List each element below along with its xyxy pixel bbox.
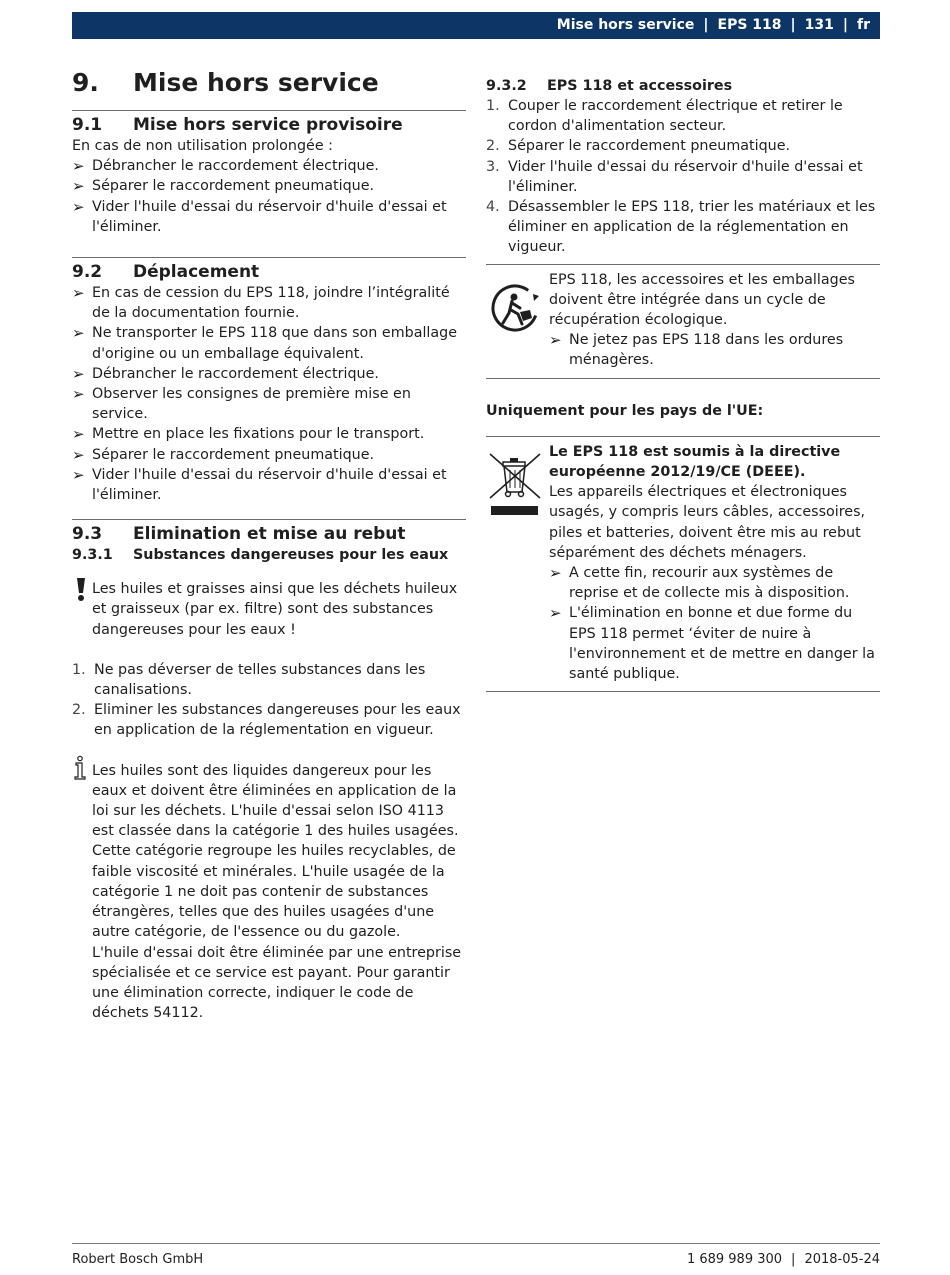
list-item	[72, 465, 466, 505]
arrow-bullet-icon: ➢	[72, 425, 85, 444]
list-item-text: Séparer le raccordement pneumatique.	[92, 178, 375, 195]
arrow-bullet-icon: ➢	[72, 177, 85, 196]
section-intro: En cas de non utilisation prolongée :	[72, 138, 334, 154]
bullet-list	[549, 563, 880, 684]
footer-company: Robert Bosch GmbH	[72, 1252, 204, 1267]
header-separator: |	[790, 17, 796, 34]
recycling-icon	[486, 270, 549, 371]
weee-text: Les appareils électriques et électroniques usagés, y compris leurs câbles, accessoires, piles et batteries, doivent être mis au rebut séparément des déchets ménagers.	[549, 484, 866, 561]
section-title: Mise hors service provisoire	[133, 115, 403, 135]
subsection-number: 9.3.1	[72, 547, 113, 564]
header-separator: |	[703, 17, 709, 34]
step-item	[486, 197, 880, 258]
header-separator: |	[842, 17, 848, 34]
left-column	[72, 68, 466, 1023]
footer-separator: |	[791, 1252, 796, 1267]
list-item	[72, 176, 466, 196]
exclamation-icon	[72, 579, 92, 640]
list-item	[72, 445, 466, 465]
header-section: Mise hors service	[556, 17, 695, 34]
subsection-heading	[72, 545, 466, 565]
footer-meta	[687, 1250, 880, 1270]
header-language: fr	[857, 17, 870, 34]
list-item-text: Ne transporter le EPS 118 que dans son emballage d'origine ou un emballage équivalent.	[92, 325, 458, 362]
section-heading	[72, 115, 466, 136]
section-title: Déplacement	[133, 262, 260, 283]
section-9-2	[72, 257, 466, 505]
list-item-text: Vider l'huile d'essai du réservoir d'huile d'essai et l'éliminer.	[92, 466, 447, 504]
step-text: Vider l'huile d'essai du réservoir d'huile d'essai et l'éliminer.	[508, 158, 863, 195]
section-9-1	[72, 110, 466, 237]
footer-date: 2018-05-24	[804, 1252, 880, 1267]
step-number: 2.	[72, 702, 86, 719]
list-item-text: Débrancher le raccordement électrique.	[92, 158, 379, 175]
chapter-title	[72, 68, 466, 98]
subsection-title: Substances dangereuses pour les eaux	[133, 547, 449, 564]
section-number: 9.1	[72, 115, 103, 135]
recycling-text: EPS 118, les accessoires et les emballages doivent être intégrée dans un cycle de récupération écologique.	[549, 271, 855, 329]
section-heading	[72, 262, 466, 283]
arrow-bullet-icon: ➢	[72, 157, 85, 176]
subsection-number: 9.3.2	[486, 78, 527, 94]
list-item	[549, 563, 880, 603]
list-item	[72, 364, 466, 384]
arrow-bullet-icon: ➢	[72, 445, 85, 464]
list-item-text: Vider l'huile d'essai du réservoir d'huile d'essai et l'éliminer.	[92, 198, 447, 235]
list-item	[549, 603, 880, 684]
step-item	[72, 700, 466, 740]
right-column	[486, 76, 880, 692]
bullet-list	[549, 330, 880, 370]
section-number: 9.2	[72, 262, 103, 283]
step-item	[486, 157, 880, 197]
step-number: 4.	[486, 199, 500, 216]
arrow-bullet-icon: ➢	[72, 364, 85, 383]
step-number: 1.	[486, 98, 500, 114]
list-item-text: Séparer le raccordement pneumatique.	[92, 446, 375, 463]
list-item	[72, 384, 466, 424]
step-item	[72, 660, 466, 700]
list-item	[72, 283, 466, 323]
list-item-text: A cette fin, recourir aux systèmes de reprise et de collecte mis à disposition.	[569, 565, 850, 602]
numbered-steps	[486, 96, 880, 258]
arrow-bullet-icon: ➢	[549, 604, 562, 623]
arrow-bullet-icon: ➢	[72, 284, 85, 303]
arrow-bullet-icon: ➢	[72, 197, 85, 216]
recycling-notice	[486, 264, 880, 379]
list-item-text: Ne jetez pas EPS 118 dans les ordures ménagères.	[569, 332, 844, 369]
weee-notice	[486, 436, 880, 692]
list-item-text: Mettre en place les fixations pour le transport.	[92, 426, 425, 443]
warning-notice	[72, 579, 466, 640]
list-item-text: Observer les consignes de première mise en service.	[92, 386, 411, 423]
list-item-text: Débrancher le raccordement électrique.	[92, 365, 379, 382]
info-icon	[72, 761, 92, 1024]
chapter-number: 9.	[72, 68, 99, 97]
step-item	[486, 136, 880, 156]
crossed-bin-icon	[486, 442, 549, 684]
bullet-list	[72, 283, 466, 505]
header-page-number: 131	[804, 17, 834, 34]
list-item-text: En cas de cession du EPS 118, joindre l’intégralité de la documentation fournie.	[92, 285, 450, 322]
weee-text-block	[549, 442, 880, 684]
info-notice	[72, 761, 466, 1024]
footer-doc-number: 1 689 989 300	[686, 1252, 783, 1267]
list-item	[72, 424, 466, 444]
arrow-bullet-icon: ➢	[549, 331, 562, 350]
step-text: Couper le raccordement électrique et retirer le cordon d'alimentation secteur.	[508, 98, 843, 135]
header-product: EPS 118	[717, 17, 782, 34]
bullet-list	[72, 156, 466, 237]
list-item	[549, 330, 880, 370]
subsection-heading	[486, 76, 880, 96]
arrow-bullet-icon: ➢	[72, 465, 85, 484]
section-title: Elimination et mise au rebut	[133, 524, 406, 545]
list-item	[72, 323, 466, 363]
arrow-bullet-icon: ➢	[549, 564, 562, 583]
list-item	[72, 197, 466, 237]
info-body	[92, 761, 466, 1024]
list-item	[72, 156, 466, 176]
step-text: Séparer le raccordement pneumatique.	[508, 138, 791, 155]
subsection-title: EPS 118 et accessoires	[547, 78, 733, 94]
step-item	[486, 96, 880, 136]
warning-text: Les huiles et graisses ainsi que les déchets huileux et graisseux (par ex. filtre) sont des substances dangereuses pour les eaux !	[92, 581, 458, 638]
recycling-text-block	[549, 270, 880, 371]
arrow-bullet-icon: ➢	[72, 324, 85, 343]
section-9-3	[72, 519, 466, 1023]
step-text: Ne pas déverser de telles substances dans les canalisations.	[94, 661, 426, 699]
numbered-steps	[72, 660, 466, 741]
running-header	[72, 12, 880, 39]
info-text: Les huiles sont des liquides dangereux pour les eaux et doivent être éliminées en application de la loi sur les déchets. L'huile d'essai selon ISO 4113 est classée dans la catégorie 1 des huiles usagées. Cette catégorie regroupe les huiles recyclables, de faible viscosité et minérales. L'huile usagée de la catégorie 1 ne doit pas contenir de substances étrangères, telles que des huiles usagées d'une autre catégorie, de l'essence ou du gazole.	[92, 762, 459, 941]
section-heading	[72, 524, 466, 545]
step-number: 3.	[486, 158, 500, 175]
step-number: 2.	[486, 138, 500, 155]
step-number: 1.	[72, 661, 86, 678]
section-number: 9.3	[72, 524, 103, 545]
step-text: Désassembler le EPS 118, trier les matériaux et les éliminer en application de la réglementation en vigueur.	[508, 199, 876, 256]
eu-heading: Uniquement pour les pays de l'UE:	[486, 402, 764, 419]
step-text: Eliminer les substances dangereuses pour les eaux en application de la réglementation en vigueur.	[94, 702, 461, 739]
chapter-title-text: Mise hors service	[133, 68, 379, 97]
info-text: L'huile d'essai doit être éliminée par une entreprise spécialisée et ce service est payant. Pour garantir une élimination correcte, indiquer le code de déchets 54112.	[92, 944, 462, 1022]
footer-divider	[72, 1243, 880, 1244]
list-item-text: L'élimination en bonne et due forme du EPS 118 permet ‘éviter de nuire à l'environnement et de mettre en danger la santé publique.	[569, 605, 875, 683]
arrow-bullet-icon: ➢	[72, 385, 85, 404]
weee-directive: Le EPS 118 est soumis à la directive européenne 2012/19/CE (DEEE).	[549, 443, 841, 481]
